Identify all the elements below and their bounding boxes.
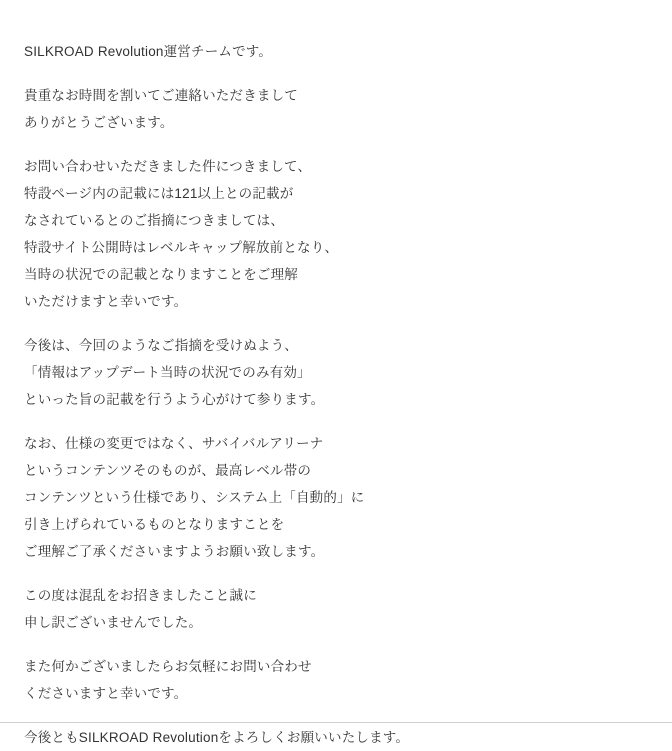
text-line: といった旨の記載を行うよう心がけて参ります。 (24, 392, 325, 407)
text-line: 申し訳ございませんでした。 (24, 615, 203, 630)
text-line: 特設サイト公開時はレベルキャップ解放前となり、 (24, 240, 339, 255)
text-line: また何かございましたらお気軽にお問い合わせ (24, 659, 312, 674)
text-line: ありがとうございます。 (24, 115, 174, 130)
text-line: くださいますと幸いです。 (24, 686, 188, 701)
text-line: いただけますと幸いです。 (24, 294, 188, 309)
text-line: この度は混乱をお招きましたこと誠に (24, 588, 257, 603)
text-line: 貴重なお時間を割いてご連絡いただきまして (24, 88, 298, 103)
message-body (24, 38, 648, 751)
paragraph-apology (24, 582, 648, 636)
text-line: コンテンツという仕様であり、システム上「自動的」に (24, 490, 365, 505)
text-line: 「情報はアップデート当時の状況でのみ有効」 (24, 365, 311, 380)
text-line: SILKROAD Revolution運営チームです。 (24, 44, 273, 59)
text-line: ご理解ご了承くださいますようお願い致します。 (24, 544, 325, 559)
paragraph-spec-explanation (24, 430, 648, 565)
paragraph-greeting (24, 38, 648, 65)
text-line: 今後ともSILKROAD Revolutionをよろしくお願いいたします。 (24, 730, 410, 745)
text-line: なされているとのご指摘につきましては、 (24, 213, 285, 228)
text-line: 今後は、今回のようなご指摘を受けぬよう、 (24, 338, 298, 353)
paragraph-thanks (24, 82, 648, 136)
paragraph-contact-invite (24, 653, 648, 707)
text-line: 特設ページ内の記載には121以上との記載が (24, 186, 294, 201)
text-line: なお、仕様の変更ではなく、サバイバルアリーナ (24, 436, 324, 451)
text-line: 引き上げられているものとなりますことを (24, 517, 285, 532)
text-line: 当時の状況での記載となりますことをご理解 (24, 267, 298, 282)
text-line: というコンテンツそのものが、最高レベル帯の (24, 463, 312, 478)
paragraph-inquiry-response (24, 153, 648, 315)
text-line: お問い合わせいただきました件につきまして、 (24, 159, 312, 174)
paragraph-future-measures (24, 332, 648, 413)
paragraph-closing (24, 724, 648, 751)
